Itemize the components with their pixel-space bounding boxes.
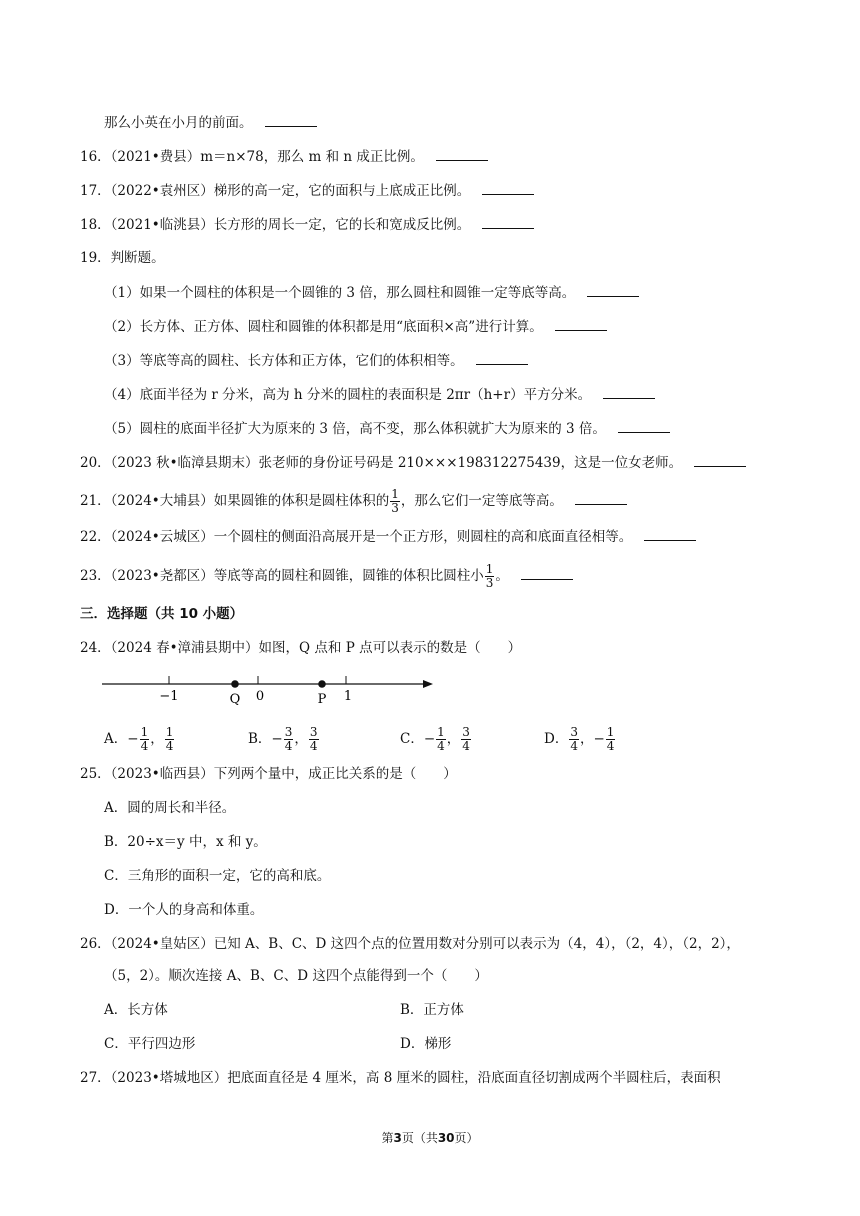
fraction-one-quarter <box>165 726 175 753</box>
answer-blank[interactable] <box>575 490 627 505</box>
option-d-label: D． <box>544 731 569 747</box>
minus-sign: − <box>271 731 283 747</box>
q25-option-c-text: C．三角形的面积一定，它的高和底。 <box>104 868 331 884</box>
q22-text: 22．（2024•云城区）一个圆柱的侧面沿高展开是一个正方形，则圆柱的高和底面直径相等。 <box>80 529 633 545</box>
q19-text: 19．判断题。 <box>80 250 165 266</box>
footer-page-number: 3 <box>393 1131 402 1145</box>
q19-5-text: （5）圆柱的底面半径扩大为原来的 3 倍，高不变，那么体积就扩大为原来的 3 倍。 <box>104 421 606 437</box>
q18-text: 18．（2021•临洮县）长方形的周长一定，它的长和宽成反比例。 <box>80 217 471 233</box>
q26-option-c-text: C．平行四边形 <box>104 1036 196 1052</box>
question-19-2 <box>104 316 607 337</box>
q24-option-d[interactable] <box>544 726 616 753</box>
fraction-three-quarters <box>284 726 294 753</box>
fraction-denominator: 3 <box>391 501 399 515</box>
q24-option-b[interactable] <box>248 726 320 753</box>
q26-text-line-1: 26．（2024•皇姑区）已知 A、B、C、D 这四个点的位置用数对分别可以表示为（4，4），（2，4），（2，2）， <box>80 936 740 952</box>
q25-option-d-text: D．一个人的身高和体重。 <box>104 902 264 918</box>
question-27 <box>80 1068 721 1088</box>
q21-text-post: ，那么它们一定等底等高。 <box>400 493 563 509</box>
q26-option-b-text: B．正方体 <box>400 1002 464 1018</box>
fraction-three-quarters <box>461 726 471 753</box>
footer-mid: 页（共 <box>401 1131 438 1145</box>
q25-option-d[interactable] <box>104 900 263 920</box>
question-19-5 <box>104 418 670 439</box>
q19-2-text: （2）长方体、正方体、圆柱和圆锥的体积都是用“底面积×高”进行计算。 <box>104 319 543 335</box>
fraction-numerator: 3 <box>309 725 318 739</box>
q25-option-b[interactable] <box>104 832 267 852</box>
fraction-denominator: 4 <box>606 739 615 753</box>
answer-blank[interactable] <box>436 146 488 161</box>
separator: ， <box>579 731 594 747</box>
question-26-line-2 <box>104 966 488 986</box>
fraction-numerator: 1 <box>485 562 494 576</box>
question-19-4 <box>104 384 655 405</box>
minus-sign: − <box>593 731 605 747</box>
fraction-three-quarters <box>569 726 579 753</box>
q25-option-a-text: A．圆的周长和半径。 <box>104 800 236 816</box>
answer-blank[interactable] <box>618 418 670 433</box>
option-c-label: C． <box>400 731 424 747</box>
fraction-numerator: 1 <box>391 487 399 501</box>
q17-text: 17．（2022•袁州区）梯形的高一定，它的面积与上底成正比例。 <box>80 183 471 199</box>
fraction-numerator: 1 <box>140 725 149 739</box>
question-26-line-1 <box>80 934 740 954</box>
fraction-denominator: 4 <box>570 739 578 753</box>
q15-continuation <box>104 112 317 133</box>
fraction-one-third <box>485 563 495 590</box>
footer-total-pages: 30 <box>437 1131 455 1145</box>
answer-blank[interactable] <box>482 214 534 229</box>
q25-text: 25．（2023•临西县）下列两个量中，成正比关系的是（ ） <box>80 766 457 782</box>
question-17 <box>80 180 534 201</box>
q19-4-text: （4）底面半径为 r 分米，高为 h 分米的圆柱的表面积是 2πr（h+r）平方分米。 <box>104 387 592 403</box>
minus-sign: − <box>127 731 139 747</box>
fraction-numerator: 3 <box>570 725 578 739</box>
tick-minus1-label: −1 <box>159 689 179 704</box>
question-16 <box>80 146 488 167</box>
q23-text-post: 。 <box>495 568 509 584</box>
fraction-denominator: 4 <box>309 739 318 753</box>
answer-blank[interactable] <box>603 384 655 399</box>
question-21 <box>80 488 627 515</box>
separator: ， <box>150 731 164 747</box>
option-b-label: B． <box>248 731 272 747</box>
fraction-one-quarter <box>606 726 616 753</box>
fraction-numerator: 3 <box>284 725 293 739</box>
fraction-numerator: 1 <box>437 725 445 739</box>
page-footer <box>0 1129 860 1146</box>
answer-blank[interactable] <box>265 112 317 127</box>
answer-blank[interactable] <box>521 565 573 580</box>
fraction-denominator: 4 <box>140 739 149 753</box>
question-22 <box>80 526 696 547</box>
answer-blank[interactable] <box>482 180 534 195</box>
q20-text: 20．（2023 秋•临漳县期末）张老师的身份证号码是 210×××198312275439，这是一位女老师。 <box>80 455 683 471</box>
section-3-title: 三．选择题（共 10 小题） <box>80 606 244 622</box>
q26-text-line-2: （5，2）。顺次连接 A、B、C、D 这四个点能得到一个（ ） <box>104 968 488 984</box>
tick-1-label: 1 <box>343 689 353 704</box>
fraction-one-quarter <box>140 726 150 753</box>
tick-0-label: 0 <box>255 689 265 704</box>
q19-3-text: （3）等底等高的圆柱、长方体和正方体，它们的体积相等。 <box>104 353 464 369</box>
fraction-denominator: 4 <box>437 739 445 753</box>
question-20 <box>80 452 746 473</box>
fraction-denominator: 4 <box>165 739 174 753</box>
fraction-one-quarter <box>436 726 446 753</box>
question-24 <box>80 638 521 658</box>
question-18 <box>80 214 534 235</box>
answer-blank[interactable] <box>694 452 746 467</box>
question-19-1 <box>104 282 639 303</box>
q26-option-a[interactable] <box>104 1000 168 1020</box>
point-q-dot <box>231 680 239 688</box>
question-23 <box>80 563 573 590</box>
fraction-three-quarters <box>309 726 319 753</box>
number-line-figure <box>100 664 440 708</box>
section-3-heading <box>80 604 243 624</box>
q26-option-d[interactable] <box>400 1034 451 1054</box>
question-19 <box>80 248 165 268</box>
q26-option-c[interactable] <box>104 1034 195 1054</box>
q25-option-a[interactable] <box>104 798 235 818</box>
minus-sign: − <box>423 731 436 747</box>
q26-option-a-text: A．长方体 <box>104 1002 168 1018</box>
fraction-denominator: 4 <box>462 739 470 753</box>
answer-blank[interactable] <box>587 282 639 297</box>
option-a-label: A． <box>104 731 128 747</box>
q16-text: 16．（2021•费县）m＝n×78，那么 m 和 n 成正比例。 <box>80 149 424 165</box>
q25-option-b-text: B．20÷x＝y 中，x 和 y。 <box>104 834 267 850</box>
q23-text-pre: 23．（2023•尧都区）等底等高的圆柱和圆锥，圆锥的体积比圆柱小 <box>80 568 484 584</box>
q24-option-c[interactable] <box>400 726 472 753</box>
answer-blank[interactable] <box>555 316 607 331</box>
question-25 <box>80 764 457 784</box>
answer-blank[interactable] <box>644 526 696 541</box>
point-p-label: P <box>317 692 327 707</box>
point-p-dot <box>318 680 326 688</box>
answer-blank[interactable] <box>476 350 528 365</box>
question-19-3 <box>104 350 528 371</box>
q26-option-d-text: D．梯形 <box>400 1036 452 1052</box>
fraction-denominator: 3 <box>485 576 494 590</box>
q25-option-c[interactable] <box>104 866 330 886</box>
fraction-numerator: 1 <box>165 725 174 739</box>
q26-option-b[interactable] <box>400 1000 464 1020</box>
q24-text: 24．（2024 春•漳浦县期中）如图，Q 点和 P 点可以表示的数是（ ） <box>80 640 522 656</box>
q15-text: 那么小英在小月的前面。 <box>104 115 253 131</box>
separator: ， <box>446 731 461 747</box>
q27-text: 27．（2023•塔城地区）把底面直径是 4 厘米，高 8 厘米的圆柱，沿底面直径切割成两个半圆柱后，表面积 <box>80 1070 721 1086</box>
footer-post: 页） <box>454 1131 479 1145</box>
separator: ， <box>294 731 308 747</box>
q21-text-pre: 21．（2024•大埔县）如果圆锥的体积是圆柱体积的 <box>80 493 390 509</box>
fraction-one-third <box>390 488 400 515</box>
point-q-label: Q <box>229 692 241 707</box>
fraction-numerator: 3 <box>462 725 470 739</box>
footer-pre: 第 <box>381 1131 394 1145</box>
number-line-arrow <box>423 680 433 688</box>
fraction-denominator: 4 <box>284 739 293 753</box>
q19-1-text: （1）如果一个圆柱的体积是一个圆锥的 3 倍，那么圆柱和圆锥一定等底等高。 <box>104 285 576 301</box>
q24-option-a[interactable] <box>104 726 175 753</box>
fraction-numerator: 1 <box>606 725 615 739</box>
